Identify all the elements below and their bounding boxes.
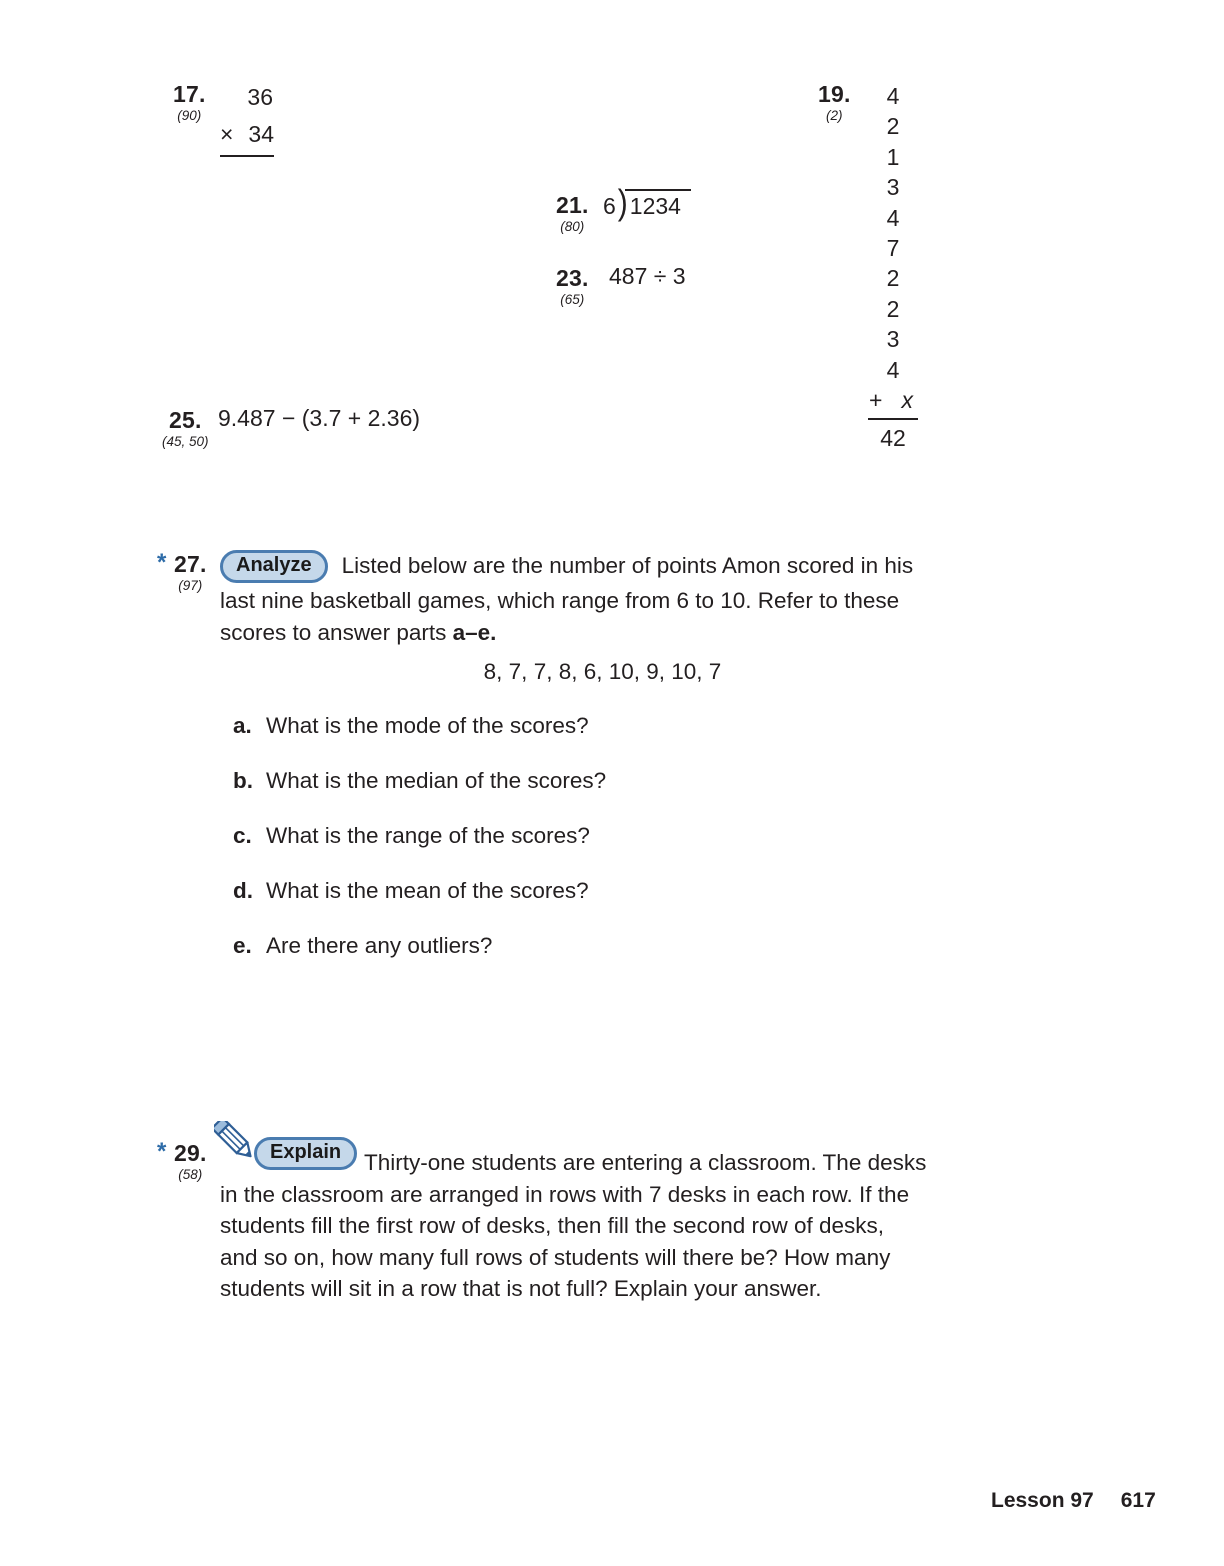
problem-number: 19. bbox=[818, 81, 851, 107]
problem-27-line3: scores to answer parts bbox=[220, 619, 453, 645]
explain-badge: Explain bbox=[254, 1137, 357, 1170]
addend: 7 bbox=[886, 235, 900, 262]
problem-number: 27. bbox=[174, 551, 207, 577]
page-footer bbox=[991, 1489, 1156, 1513]
problem-number: 25. bbox=[168, 407, 202, 433]
part-label: a. bbox=[233, 713, 252, 738]
problem-17-label bbox=[173, 81, 206, 123]
parts-range: a–e. bbox=[452, 619, 497, 645]
part-question: What is the median of the scores? bbox=[266, 768, 607, 793]
plus-unknown-row bbox=[868, 385, 918, 420]
problem-number: 21. bbox=[556, 192, 589, 218]
page-number: 617 bbox=[1120, 1489, 1156, 1512]
unknown-variable: x bbox=[901, 387, 913, 414]
part-d bbox=[233, 878, 589, 904]
addend: 4 bbox=[886, 356, 900, 383]
problem-19-label bbox=[818, 81, 851, 123]
problem-19-work bbox=[868, 81, 918, 454]
part-question: What is the mean of the scores? bbox=[266, 878, 589, 903]
scores-list: 8, 7, 7, 8, 6, 10, 9, 10, 7 bbox=[483, 659, 722, 684]
lesson-reference: (2) bbox=[826, 108, 843, 123]
multiplier: 34 bbox=[248, 121, 274, 147]
problem-21-label bbox=[556, 192, 589, 234]
lesson-reference: (80) bbox=[560, 219, 585, 234]
part-question: Are there any outliers? bbox=[266, 933, 493, 958]
plus-sign: + bbox=[869, 387, 883, 414]
star-marker: * bbox=[157, 549, 167, 576]
problem-29-line4: and so on, how many full rows of students will there be? How many bbox=[220, 1244, 891, 1270]
part-b bbox=[233, 768, 606, 794]
problem-27-label bbox=[174, 551, 207, 593]
problem-29-text bbox=[220, 1139, 995, 1305]
part-c bbox=[233, 823, 590, 849]
divisor: 6 bbox=[603, 193, 616, 219]
addend: 3 bbox=[886, 174, 900, 201]
problem-17-work bbox=[220, 79, 274, 157]
part-label: d. bbox=[233, 878, 253, 903]
lesson-reference: (90) bbox=[177, 108, 202, 123]
multiplier-row bbox=[220, 116, 274, 157]
part-label: c. bbox=[233, 823, 252, 848]
lesson-reference: (97) bbox=[178, 578, 203, 593]
multiplicand: 36 bbox=[247, 84, 273, 110]
lesson-reference: (58) bbox=[178, 1167, 203, 1182]
problem-23-expression: 487 ÷ 3 bbox=[609, 263, 686, 289]
problem-29-line1: Thirty-one students are entering a classroom. The desks bbox=[364, 1150, 927, 1175]
part-question: What is the range of the scores? bbox=[266, 823, 590, 848]
problem-27-line2: last nine basketball games, which range from 6 to 10. Refer to these bbox=[220, 588, 900, 613]
multiply-sign: × bbox=[220, 121, 234, 147]
addend: 2 bbox=[886, 265, 900, 292]
problem-29-line2: in the classroom are arranged in rows with 7 desks in each row. If the bbox=[220, 1181, 910, 1207]
part-question: What is the mode of the scores? bbox=[266, 713, 589, 738]
problem-29-line5: students will sit in a row that is not full? Explain your answer. bbox=[220, 1276, 822, 1301]
addend: 2 bbox=[886, 295, 900, 322]
addend: 2 bbox=[886, 113, 900, 140]
problem-27-text bbox=[220, 550, 990, 648]
problem-27-line1: Listed below are the number of points Amon scored in his bbox=[341, 553, 914, 578]
lesson-label: Lesson 97 bbox=[991, 1489, 1094, 1512]
problem-25-label bbox=[162, 407, 209, 449]
problem-23-label bbox=[556, 265, 589, 307]
problem-number: 17. bbox=[173, 81, 206, 107]
problem-29-line3: students fill the first row of desks, then fill the second row of desks, bbox=[220, 1213, 885, 1238]
problem-number: 23. bbox=[556, 265, 589, 291]
sum: 42 bbox=[880, 425, 906, 452]
addend: 4 bbox=[886, 204, 900, 231]
part-label: e. bbox=[233, 933, 252, 958]
analyze-badge: Analyze bbox=[220, 550, 328, 583]
problem-number: 29. bbox=[174, 1140, 207, 1166]
part-e bbox=[233, 933, 492, 959]
division-bracket: ) bbox=[617, 183, 628, 223]
explain-badge-group bbox=[220, 1139, 352, 1170]
addend: 3 bbox=[886, 326, 900, 353]
part-a bbox=[233, 713, 589, 739]
addend: 1 bbox=[886, 143, 900, 170]
lesson-reference: (45, 50) bbox=[162, 434, 209, 449]
problem-25-expression: 9.487 − (3.7 + 2.36) bbox=[218, 405, 421, 431]
lesson-reference: (65) bbox=[560, 292, 585, 307]
problem-21-work bbox=[603, 183, 691, 223]
problem-29-label bbox=[174, 1140, 207, 1182]
part-label: b. bbox=[233, 768, 253, 793]
star-marker: * bbox=[157, 1138, 167, 1165]
addend: 4 bbox=[886, 83, 900, 109]
dividend: 1234 bbox=[625, 189, 691, 220]
